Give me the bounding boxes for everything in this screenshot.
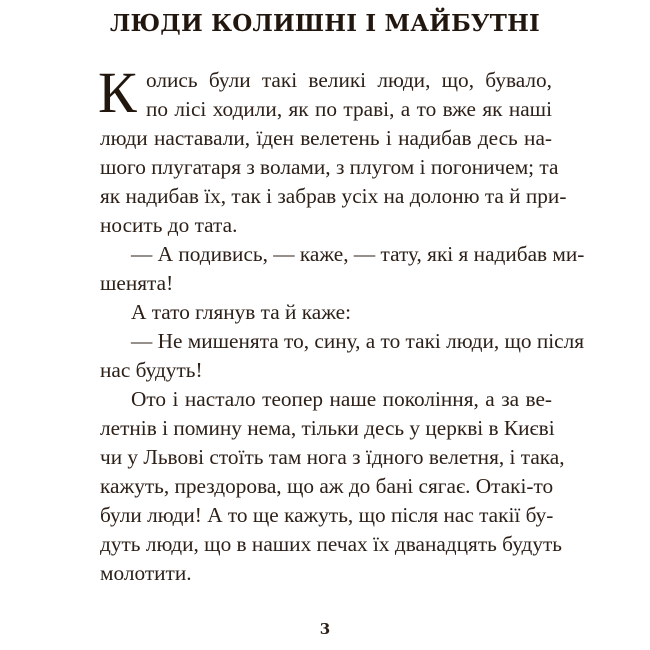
- text-line: А тато глянув та й каже:: [131, 300, 352, 324]
- drop-cap-letter: К: [98, 60, 137, 125]
- text-line: люди наставали, їден велетень і надибав десь на-: [100, 126, 552, 150]
- text-line: чи у Львові стоїть там нога з їдного велетня, і така,: [100, 445, 565, 469]
- text-line: олись були такі великі люди, що, бувало,: [146, 68, 552, 92]
- text-line: — Не мишенята то, сину, а то такі люди, що після: [131, 329, 585, 353]
- text-line: як надибав їх, так і забрав усіх на долоню та й при-: [100, 184, 567, 208]
- text-line: шенята!: [100, 271, 174, 295]
- text-line: носить до тата.: [100, 213, 238, 237]
- text-line: Ото і настало теопер наше покоління, а за ве-: [131, 387, 552, 411]
- page-title: ЛЮДИ КОЛИШНІ І МАЙБУТНІ: [109, 10, 541, 37]
- text-line: були люди! А то ще кажуть, що після нас такії бу-: [100, 503, 554, 527]
- text-line: шого плугатаря з волами, з плугом і погоничем; та: [100, 155, 559, 179]
- text-line: молотити.: [100, 561, 192, 585]
- text-line: дуть люди, що в наших печах їх дванадцять будуть: [100, 532, 563, 556]
- story-text: [98, 60, 585, 588]
- text-line: летнів і помину нема, тільки десь у церкві в Києві: [100, 416, 555, 440]
- text-line: кажуть, прездорова, що аж до бані сягає. Отакі-то: [100, 474, 554, 498]
- text-line: нас будуть!: [100, 358, 203, 382]
- text-line: по лісі ходили, як по траві, а то вже як наші: [146, 97, 552, 121]
- text-line: — А подивись, — каже, — тату, які я надибав ми-: [131, 242, 585, 266]
- page-number: 3: [319, 620, 331, 638]
